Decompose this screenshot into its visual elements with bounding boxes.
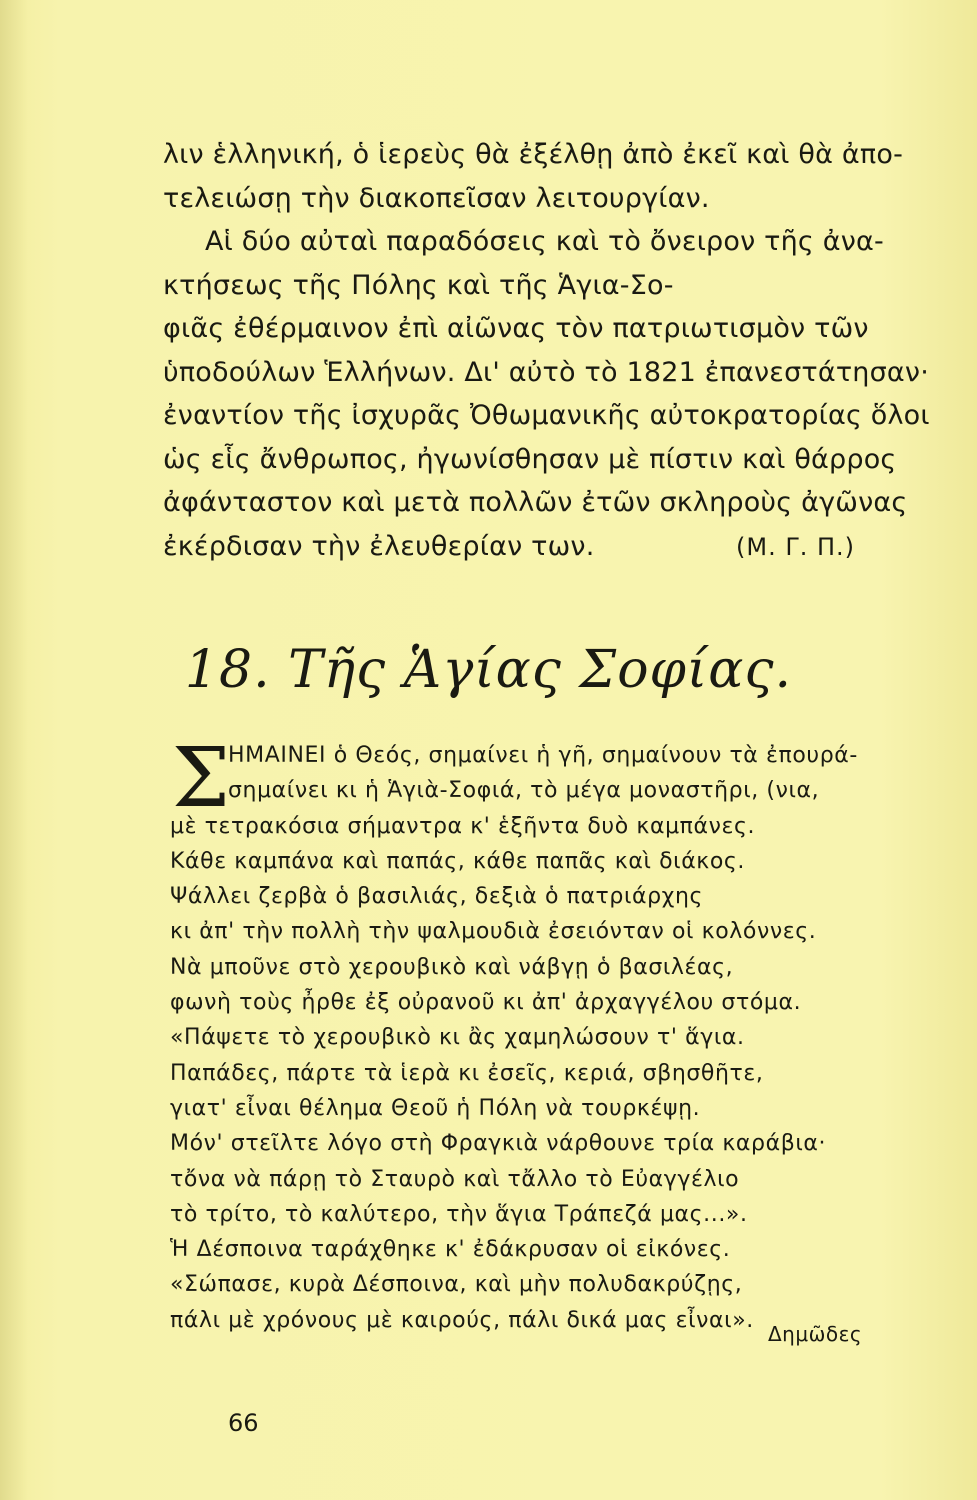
poem-line: μὲ τετρακόσια σήμαντρα κ' ἑξῆντα δυὸ καμπάνες. (170, 813, 756, 839)
prose-line: ἀφάνταστον καὶ μετὰ πολλῶν ἐτῶν σκληροὺς ἀγῶνας (163, 487, 908, 518)
prose-line: ἐκέρδισαν τὴν ἐλευθερίαν των. (163, 530, 595, 562)
poem-line: ΗΜΑΙΝΕΙ ὁ Θεός, σημαίνει ἡ γῆ, σημαίνουν τὰ ἐπουρά- (228, 743, 858, 768)
poem-line: γιατ' εἶναι θέλημα Θεοῦ ἡ Πόλη νὰ τουρκέψῃ. (170, 1095, 701, 1121)
prose-line: τελειώσῃ τὴν διακοπεῖσαν λειτουργίαν. (163, 182, 710, 214)
poem-source: Δημῶδες (768, 1322, 863, 1346)
prose-paragraphs (163, 133, 930, 568)
prose-line: φιᾶς ἐθέρμαινον ἐπὶ αἰῶνας τὸν πατριωτισμὸν τῶν (163, 313, 869, 344)
poem-line: «Πάψετε τὸ χερουβικὸ κι ἂς χαμηλώσουν τ' ἅγια. (170, 1025, 745, 1051)
author-initials: (Μ. Γ. Π.) (736, 533, 855, 561)
poem-line: πάλι μὲ χρόνους μὲ καιρούς, πάλι δικά μας εἶναι». (170, 1307, 754, 1333)
poem-line: «Σώπασε, κυρὰ Δέσποινα, καὶ μὴν πολυδακρύζῃς, (170, 1272, 743, 1298)
prose-line: ὡς εἷς ἄνθρωπος, ἠγωνίσθησαν μὲ πίστιν καὶ θάρρος (163, 443, 897, 475)
poem-body (170, 731, 890, 1338)
prose-line: ὑποδούλων Ἑλλήνων. Δι' αὐτὸ τὸ 1821 ἐπανεστάτησαν· (163, 356, 929, 388)
page-number: 66 (228, 1409, 259, 1437)
poem-line: Κάθε καμπάνα καὶ παπάς, κάθε παπᾶς καὶ διάκος. (170, 848, 746, 874)
poem-line: Μόν' στεῖλτε λόγο στὴ Φραγκιὰ νάρθουνε τρία καράβια· (170, 1131, 827, 1157)
drop-cap-letter: Σ (172, 731, 230, 826)
poem-line: σημαίνει κι ἡ Ἁγιὰ-Σοφιά, τὸ μέγα μοναστῆρι, (νια, (228, 778, 820, 804)
poem-line: Ἡ Δέσποινα ταράχθηκε κ' ἐδάκρυσαν οἱ εἰκόνες. (170, 1237, 731, 1263)
poem-line: φωνὴ τοὺς ἦρθε ἐξ οὐρανοῦ κι ἀπ' ἀρχαγγέλου στόμα. (170, 990, 802, 1016)
poem-line: Ψάλλει ζερβὰ ὁ βασιλιάς, δεξιὰ ὁ πατριάρχης (170, 884, 704, 910)
prose-line: λιν ἑλληνική, ὁ ἱερεὺς θὰ ἐξέλθῃ ἀπὸ ἐκεῖ καὶ θὰ ἀπο- (163, 139, 904, 170)
prose-line: ἐναντίον τῆς ἰσχυρᾶς Ὀθωμανικῆς αὐτοκρατορίας ὅλοι (163, 400, 930, 431)
poem-line: τὸ τρίτο, τὸ καλύτερο, τὴν ἅγια Τράπεζά μας...». (170, 1201, 748, 1227)
prose-line: Αἱ δύο αὐταὶ παραδόσεις καὶ τὸ ὄνειρον τῆς ἀνα- (205, 226, 884, 257)
poem-line: κι ἀπ' τὴν πολλὴ τὴν ψαλμουδιὰ ἐσειόνταν οἱ κολόννες. (170, 919, 817, 945)
poem-line: Παπάδες, πάρτε τὰ ἱερὰ κι ἐσεῖς, κεριά, σβησθῆτε, (170, 1060, 764, 1086)
poem-line: τὄνα νὰ πάρῃ τὸ Σταυρὸ καὶ τἄλλο τὸ Εὐαγγέλιο (170, 1166, 740, 1192)
prose-line: κτήσεως τῆς Πόλης καὶ τῆς Ἁγια-Σο- (163, 269, 674, 301)
binding-shadow (0, 0, 28, 1500)
poem-line: Νὰ μποῦνε στὸ χερουβικὸ καὶ νάβγῃ ὁ βασιλέας, (170, 954, 734, 980)
poem-title: 18. Τῆς Ἁγίας Σοφίας. (184, 640, 793, 700)
